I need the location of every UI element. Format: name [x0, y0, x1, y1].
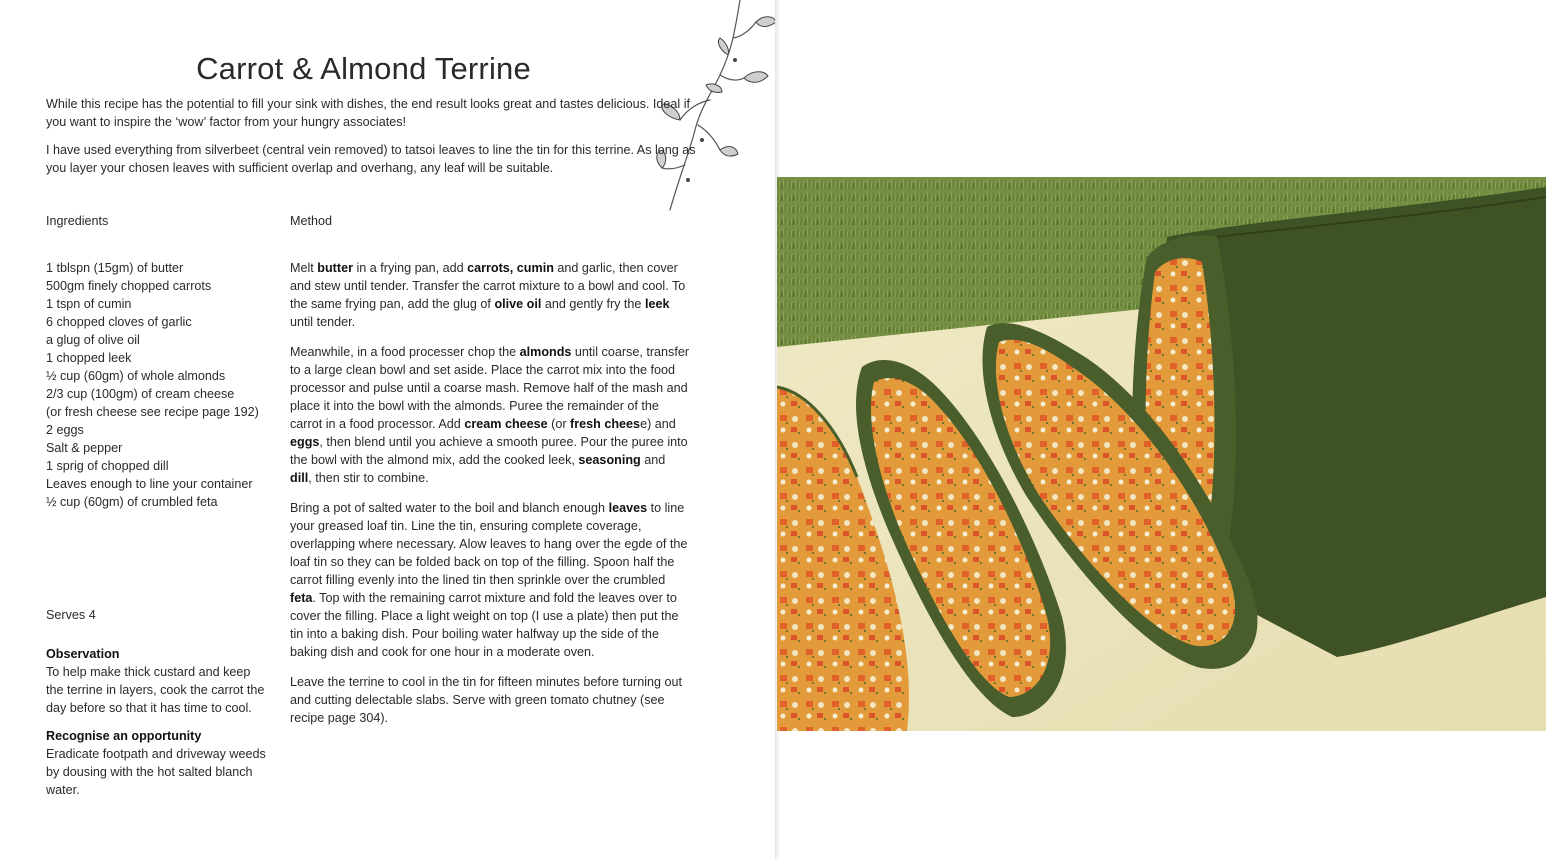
intro-paragraph: I have used everything from silverbeet (central vein removed) to tatsoi leaves to line the tin for this terrine. As long as you layer your chosen leaves with sufficient overlap and overhang, any leaf will be suitable.	[46, 143, 696, 175]
method-paragraph	[290, 343, 690, 487]
method-key-ingredient: leaves	[608, 501, 648, 515]
method-text: until coarse, transfer to a large clean bowl and set aside. Place the carrot mix into the food processor and pulse until a coarse mash. Remove half of the mash and place it into the bowl with the almonds. Puree the remainder of the carrot in a food processor. Add	[290, 345, 690, 431]
method-key-ingredient: feta	[290, 591, 313, 605]
ingredient-item: 1 sprig of chopped dill	[46, 459, 169, 473]
method-text: Leave the terrine to cool in the tin for fifteen minutes before turning out and cutting delectable slabs. Serve with green tomato chutney (see recipe page 304).	[290, 675, 683, 725]
method-key-ingredient: fresh chees	[570, 417, 641, 431]
ingredient-item: Salt & pepper	[46, 441, 123, 455]
ingredient-item: 2 eggs	[46, 423, 84, 437]
method-key-ingredient: almonds	[519, 345, 572, 359]
intro-text	[46, 95, 696, 187]
recipe-title: Carrot & Almond Terrine	[196, 50, 531, 86]
ingredient-item: 2/3 cup (100gm) of cream cheese	[46, 387, 235, 401]
ingredient-item: Leaves enough to line your container	[46, 477, 253, 491]
method-key-ingredient: dill	[290, 471, 309, 485]
method-text: and	[640, 453, 666, 467]
ingredients-heading: Ingredients	[46, 214, 109, 228]
observation-text: To help make thick custard and keep the terrine in layers, cook the carrot the day before so that it has time to cool.	[46, 665, 265, 715]
method-steps	[290, 259, 690, 739]
method-text: , then blend until you achieve a smooth puree. Pour the puree into the bowl with the almond mix, add the cooked leek,	[290, 435, 688, 467]
ingredient-item: ½ cup (60gm) of whole almonds	[46, 369, 226, 383]
method-text: Bring a pot of salted water to the boil and blanch enough	[290, 501, 609, 515]
method-text: until tender.	[290, 315, 356, 329]
method-paragraph	[290, 259, 690, 331]
intro-paragraph: While this recipe has the potential to fill your sink with dishes, the end result looks great and tastes delicious. Ideal if you want to inspire the ‘wow’ factor from your hungry associates!	[46, 97, 691, 129]
ingredient-item: 1 tspn of cumin	[46, 297, 132, 311]
method-key-ingredient: butter	[317, 261, 353, 275]
ingredient-item: (or fresh cheese see recipe page 192)	[46, 405, 259, 419]
observation-heading: Observation	[46, 647, 120, 661]
method-key-ingredient: olive oil	[494, 297, 542, 311]
method-key-ingredient: carrots, cumin	[467, 261, 554, 275]
method-text: in a frying pan, add	[352, 261, 468, 275]
method-text: to line your greased loaf tin. Line the tin, ensuring complete coverage, overlapping where necessary. Alow leaves to hang over the egde of the loaf tin so they can be folded back on top of the filling. Spoon half the carrot filling evenly into the lined tin then sprinkle over the crumbled	[290, 501, 688, 587]
method-text: Melt	[290, 261, 318, 275]
method-key-ingredient: cream cheese	[464, 417, 548, 431]
ingredient-item: 6 chopped cloves of garlic	[46, 315, 192, 329]
method-key-ingredient: seasoning	[578, 453, 641, 467]
opportunity-heading: Recognise an opportunity	[46, 729, 202, 743]
method-paragraph	[290, 673, 690, 727]
method-text: e) and	[640, 417, 676, 431]
method-paragraph	[290, 499, 690, 661]
ingredient-item: 1 tblspn (15gm) of butter	[46, 261, 184, 275]
method-text: . Top with the remaining carrot mixture and fold the leaves over to cover the filling. Place a light weight on top (I use a plate) then put the tin into a baking dish. Pour boiling water halfway up the side of the baking dish and cook for one hour in a moderate oven.	[290, 591, 679, 659]
method-text: and garlic, then cover and stew until tender. Transfer the carrot mixture to a bowl and cool. To the same frying pan, add the glug of	[290, 261, 686, 311]
serves-count: Serves 4	[46, 608, 96, 622]
opportunity-text: Eradicate footpath and driveway weeds by dousing with the hot salted blanch water.	[46, 747, 266, 797]
ingredient-item: a glug of olive oil	[46, 333, 140, 347]
method-heading: Method	[290, 214, 333, 228]
method-text: , then stir to combine.	[308, 471, 429, 485]
method-key-ingredient: eggs	[290, 435, 320, 449]
method-text: and gently fry the	[541, 297, 645, 311]
terrine-photo	[777, 177, 1546, 731]
ingredient-item: ½ cup (60gm) of crumbled feta	[46, 495, 218, 509]
method-text: Meanwhile, in a food processer chop the	[290, 345, 520, 359]
method-key-ingredient: leek	[644, 297, 670, 311]
ingredient-item: 1 chopped leek	[46, 351, 132, 365]
ingredient-item: 500gm finely chopped carrots	[46, 279, 212, 293]
notes-section	[46, 645, 266, 809]
method-text: (or	[547, 417, 571, 431]
ingredients-list	[46, 259, 261, 511]
